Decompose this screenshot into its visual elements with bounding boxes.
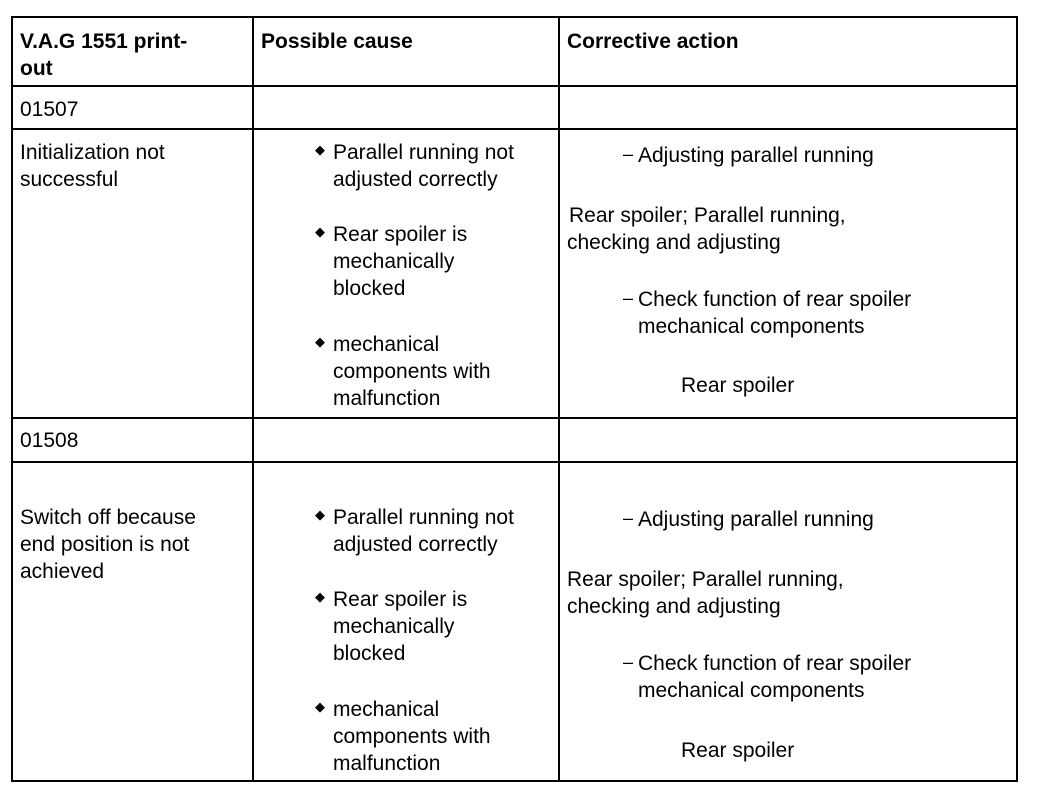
bullet-icon: ◆ bbox=[315, 507, 325, 522]
fault-description: Initialization not successful bbox=[20, 141, 165, 191]
fault-description: Switch off because end position is not achieved bbox=[20, 506, 196, 583]
cause-item: Parallel running not adjusted correctly bbox=[333, 141, 514, 191]
bullet-icon: ◆ bbox=[315, 589, 325, 604]
action-reference: Rear spoiler; Parallel running, checking and adjusting bbox=[567, 568, 844, 618]
cause-item: Rear spoiler is mechanically blocked bbox=[333, 223, 468, 300]
dash-icon: – bbox=[623, 508, 634, 528]
row-divider bbox=[13, 85, 1016, 87]
action-reference: Rear spoiler; Parallel running, checking and adjusting bbox=[567, 204, 846, 254]
column-divider bbox=[252, 18, 254, 780]
header-printout: V.A.G 1551 print- out bbox=[20, 30, 188, 80]
fault-code: 01507 bbox=[20, 98, 79, 121]
dash-icon: – bbox=[623, 144, 634, 164]
header-corrective-action: Corrective action bbox=[567, 30, 739, 53]
row-divider bbox=[13, 128, 1016, 130]
action-step: Adjusting parallel running bbox=[638, 508, 874, 531]
column-divider bbox=[558, 18, 560, 780]
troubleshooting-table bbox=[11, 16, 1018, 782]
cause-item: mechanical components with malfunction bbox=[333, 698, 491, 775]
bullet-icon: ◆ bbox=[315, 334, 325, 349]
dash-icon: – bbox=[623, 288, 634, 308]
cause-item: Rear spoiler is mechanically blocked bbox=[333, 588, 468, 665]
bullet-icon: ◆ bbox=[315, 224, 325, 239]
cause-item: Parallel running not adjusted correctly bbox=[333, 506, 514, 556]
bullet-icon: ◆ bbox=[315, 699, 325, 714]
action-step: Adjusting parallel running bbox=[638, 144, 874, 167]
header-possible-cause: Possible cause bbox=[261, 30, 413, 53]
fault-code: 01508 bbox=[20, 429, 79, 452]
cause-item: mechanical components with malfunction bbox=[333, 333, 491, 410]
action-reference: Rear spoiler bbox=[681, 374, 795, 397]
row-divider bbox=[13, 417, 1016, 419]
row-divider bbox=[13, 461, 1016, 463]
action-reference: Rear spoiler bbox=[681, 739, 795, 762]
action-step: Check function of rear spoiler mechanical components bbox=[638, 652, 912, 702]
dash-icon: – bbox=[623, 652, 634, 672]
bullet-icon: ◆ bbox=[315, 142, 325, 157]
action-step: Check function of rear spoiler mechanical components bbox=[638, 288, 912, 338]
